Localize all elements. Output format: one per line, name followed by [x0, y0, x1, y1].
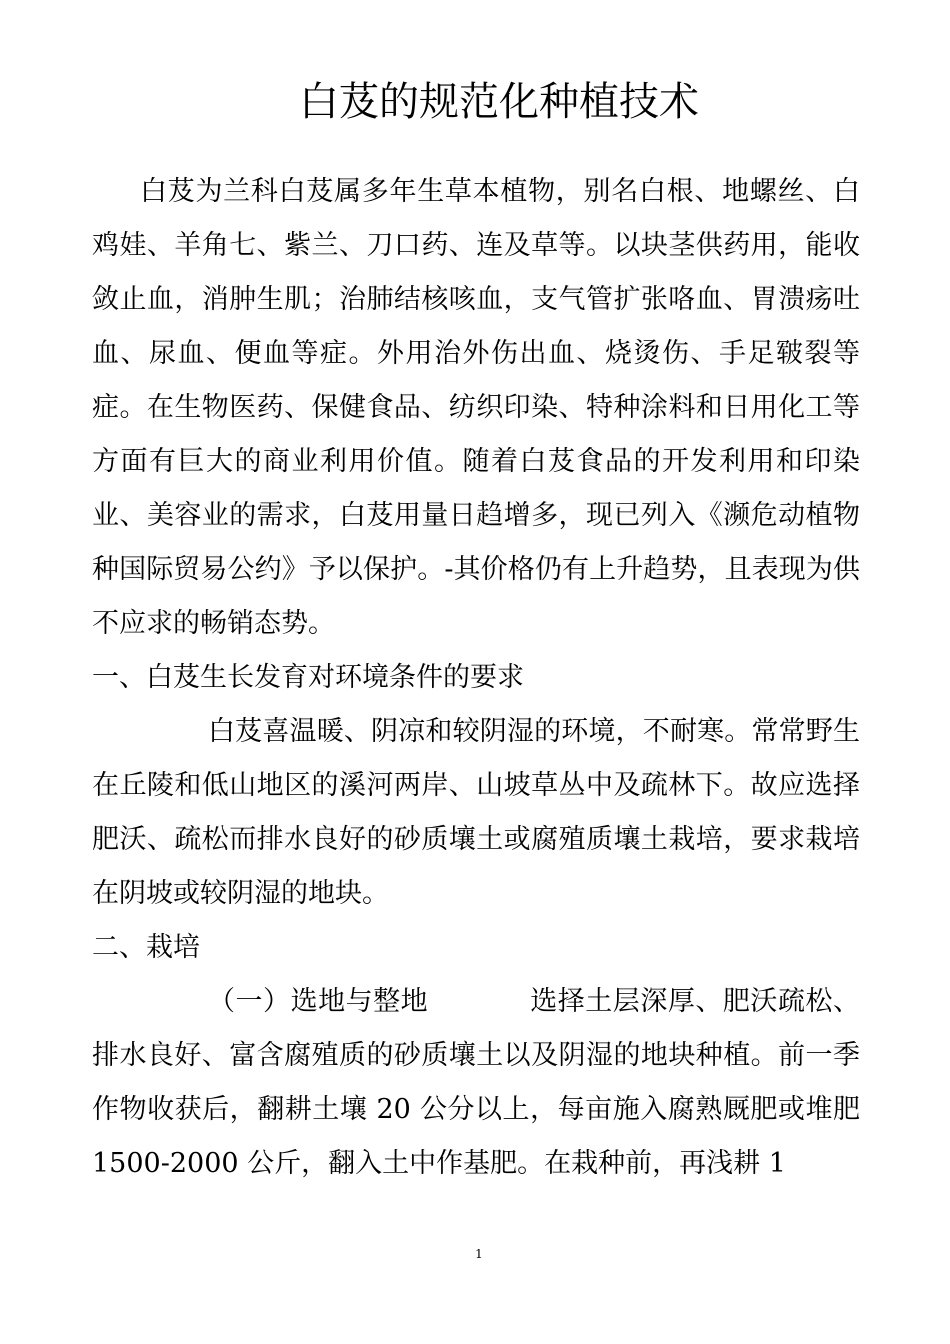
- environment-paragraph: 白芨喜温暖、阴凉和较阴湿的环境，不耐寒。常常野生在丘陵和低山地区的溪河两岸、山坡草丛中及疏林下。故应选择肥沃、疏松而排水良好的砂质壤土或腐殖质壤土栽培，要求栽培在阴坡或较阴湿的地块。: [92, 716, 860, 909]
- document-title: 白芨的规范化种植技术: [299, 79, 699, 125]
- intro-paragraph: 白芨为兰科白芨属多年生草本植物，别名白根、地螺丝、白鸡娃、羊角七、紫兰、刀口药、连及草等。以块茎供药用，能收敛止血，消肿生肌；治肺结核咳血，支气管扩张咯血、胃溃疡吐血、尿血、便血等症。外用治外伤出血、烧烫伤、手足皲裂等症。在生物医药、保健食品、纺织印染、特种涂料和日用化工等方面有巨大的商业利用价值。随着白芨食品的开发利用和印染业、美容业的需求，白芨用量日趋增多，现已列入《濒危动植物种国际贸易公约》予以保护。-其价格仍有上升趋势，且表现为供不应求的畅销态势。: [92, 176, 860, 639]
- subsection-heading-site-selection: （一）选地与整地: [208, 986, 429, 1017]
- site-selection-text: 选择土层深厚、肥沃疏松、排水良好、富含腐殖质的砂质壤土以及阴湿的地块种植。前一季作物收获后，翻耕土壤 20 公分以上，每亩施入腐熟厩肥或堆肥 1500-2000 公斤，翻入土中作基肥。在栽种前，再浅耕 1: [92, 986, 861, 1179]
- site-selection-paragraph: [92, 975, 860, 1191]
- page-number: 1: [475, 1247, 483, 1261]
- section-heading-environment: 一、白芨生长发育对环境条件的要求: [92, 662, 524, 693]
- section-heading-cultivation: 二、栽培: [92, 932, 200, 963]
